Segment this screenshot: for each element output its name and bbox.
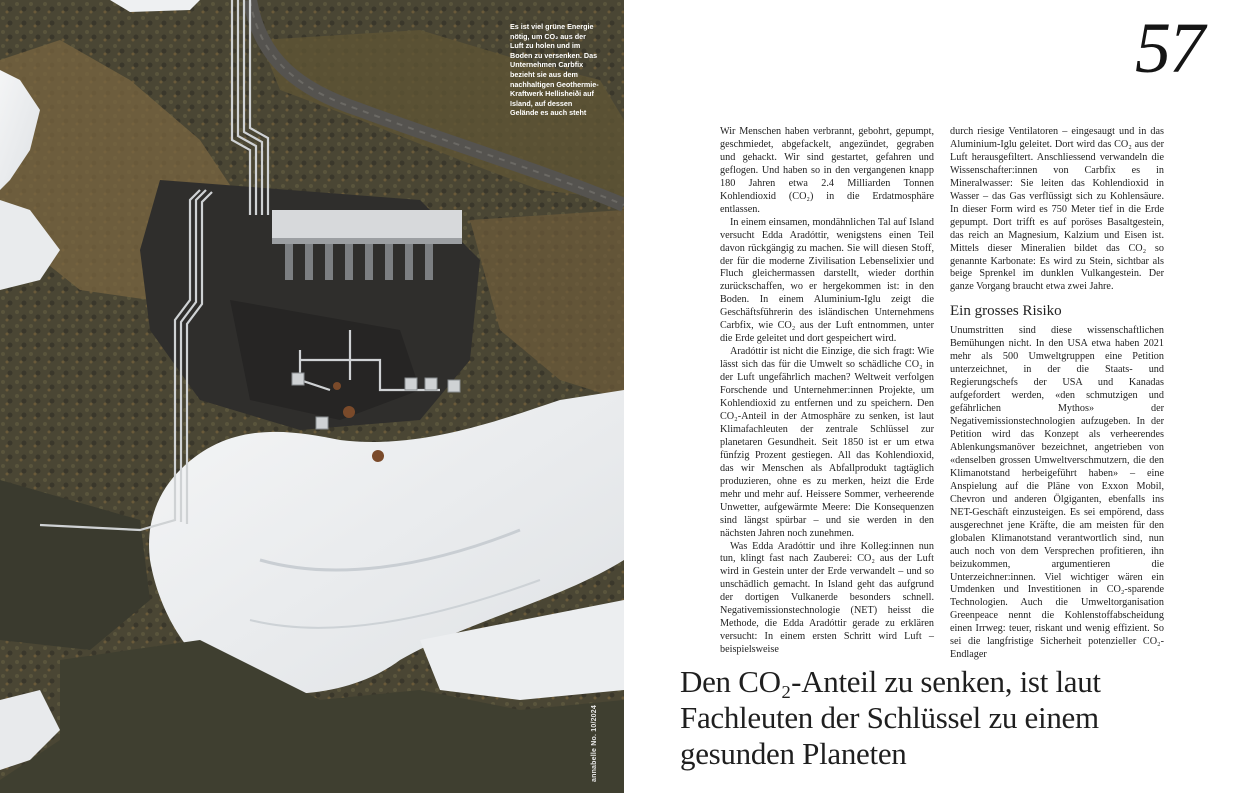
paragraph: Was Edda Aradóttir und ihre Kolleg:innen nun tun, klingt fast nach Zauberei: CO₂ aus der Luft wird in Gestein unter der Erde verwandelt – und so unschädlich gemacht. In Island geht das aufgrund der dortigen Vulkanerde besonders schnell. Negativemissionstechnologie (NET) heisst die Methode, die Edda Aradóttir gerade zu erklären versucht: In einem ersten Schritt wird Luft – beispielsweise [720,540,934,656]
article-column-1 [720,126,934,657]
paragraph: Unumstritten sind diese wissenschaftlichen Bemühungen nicht. In den USA etwa haben 2021 mehr als 500 Umweltgruppen eine Petition unterzeichnet, in der die Staats- und Regierungschefs der USA und Kanadas aufgefordert werden, «den schmutzigen und gefährlichen Mythos» der Negativemissionstechnologien aufzugeben. In der Petition wird das Konzept als verheerendes Ablenkungsmanöver bezeichnet, angetrieben von «denselben grossen Umweltverschmutzern, die den Klimanotstand herbeigeführt haben» – eine Anspielung auf die Pläne von Exxon Mobil, Chevron und anderen Ölgiganten, ebenfalls ins NET-Geschäft einzusteigen. Es sei empörend, dass ausgerechnet jene Kräfte, die am meisten für den globalen Klimanotstand verantwortlich sind, nun auch noch von dem Versprechen profitieren, ihn beizukommen, argumentieren die Unterzeichner:innen. Viel wichtiger wären ein Umdenken und Investitionen in CO₂-sparende Technologien. Auch die Umweltorganisation Greenpeace nennt die Kohlenstoffabscheidung einen Irrweg: teuer, riskant und wenig effizient. So sei die langfristige Sicherheit potenzieller CO₂-Endlager [950,325,1164,661]
pull-quote: Den CO₂-Anteil zu senken, ist laut Fachleuten der Schlüssel zu einem gesunden Planeten [680,664,1101,771]
photo-caption: Es ist viel grüne Energie nötig, um CO₂ aus der Luft zu holen und im Boden zu versenken. Das Unternehmen Carbfix bezieht sie aus dem nachhaltigen Geothermie-Kraftwerk Hellisheiði auf Island, auf dessen Gelände es auch steht [510,22,599,118]
issue-folio: annabelle No. 10/2024 [591,705,598,782]
paragraph: Aradóttir ist nicht die Einzige, die sich fragt: Wie lässt sich das für die Umwelt so schädliche CO₂ in der Luft ungefährlich machen? Weltweit verfolgen Forschende und Unternehmer:innen Projekte, um Kohlendioxid zu entfernen und zu speichern. Den CO₂-Anteil in der Atmosphäre zu senken, ist laut Klimafachleuten der zentrale Schlüssel zur planetaren Gesundheit. Seit 1850 ist er um etwa fünfzig Prozent gestiegen. All das Kohlendioxid, das wir Menschen als Abfallprodukt tagtäglich produzieren, ohne es zu merken, heizt die Erde mehr und mehr auf. Heissere Sommer, verheerende Unwetter, aufgewärmte Meere: Die Konsequenzen sind längst spürbar – und sie werden in den nächsten Jahren noch zunehmen. [720,346,934,539]
paragraph: In einem einsamen, mondähnlichen Tal auf Island versucht Edda Aradóttir, wenigstens einen Teil davon rückgängig zu machen. Sie will diesen Stoff, der für die moderne Zivilisation Lebenselixier und Fluch gleichermassen darstellt, wieder dorthin zurückschaffen, wo er hergekommen ist: in den Boden. In einem Aluminium-Iglu zeigt die Geschäftsführerin des isländischen Unternehmens Carbfix, wie CO₂ aus der Luft entnommen, unter die Erde geleitet und dort gespeichert wird. [720,216,934,345]
paragraph: Wir Menschen haben verbrannt, gebohrt, gepumpt, geschmiedet, abgefackelt, angezündet, gegraben und gehackt. Wir sind gestartet, gefahren und geflogen. Und haben so in den vergangenen knapp 180 Jahren etwa 2.4 Milliarden Tonnen Kohlendioxid (CO₂) in die Erdatmosphäre entlassen. [720,126,934,215]
section-subheading: Ein grosses Risiko [950,303,1062,320]
article-column-2 [950,126,1164,662]
page-number: 57 [1135,8,1203,88]
paragraph: durch riesige Ventilatoren – eingesaugt und in das Aluminium-Iglu geleitet. Dort wird das CO₂ aus der Luft herausgefiltert. Anschliessend verwandeln die Wissenschafter:innen von Carbfix es in Mineralwasser: Sie leiten das Kohlendioxid in Wasser – das Gas verflüssigt sich zu Kohlensäure. In dieser Form wird es 750 Meter tief in die Erde gepumpt. Dort trifft es auf poröses Basaltgestein, das reich an Magnesium, Kalzium und Eisen ist. Mittels dieser Mineralien bildet das CO₂ so genannte Karbonate: Es wird zu Stein, sichtbar als beige Sprenkel im dunklen Vulkangestein. Der ganze Vorgang braucht etwa zwei Jahre. [950,126,1164,293]
